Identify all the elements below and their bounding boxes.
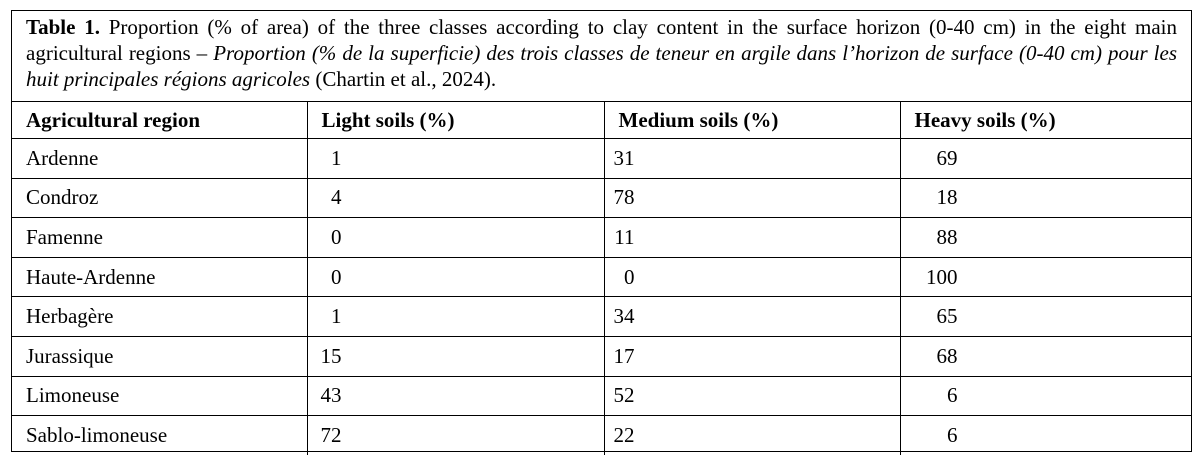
table-caption	[12, 11, 1191, 102]
cell-medium	[604, 416, 900, 455]
cell-light-value: 1	[331, 145, 342, 170]
table-row	[12, 139, 1191, 179]
cell-heavy	[900, 257, 1191, 297]
header-heavy: Heavy soils (%)	[900, 102, 1191, 139]
table-frame	[11, 10, 1192, 452]
table-row	[12, 376, 1191, 416]
cell-heavy	[900, 218, 1191, 258]
cell-medium-value: 11	[614, 224, 635, 249]
table-row	[12, 257, 1191, 297]
cell-heavy-value: 68	[936, 343, 958, 368]
cell-heavy	[900, 336, 1191, 376]
cell-light	[307, 139, 604, 179]
cell-region: Jurassique	[12, 336, 307, 376]
cell-light	[307, 376, 604, 416]
cell-medium-value: 17	[613, 343, 635, 368]
cell-light-value: 0	[331, 224, 342, 249]
cell-medium-value: 78	[613, 185, 635, 210]
cell-light	[307, 178, 604, 218]
table-row	[12, 178, 1191, 218]
cell-medium	[604, 257, 900, 297]
table-row	[12, 336, 1191, 376]
cell-region: Ardenne	[12, 139, 307, 179]
cell-medium	[604, 297, 900, 337]
cell-heavy-value: 6	[947, 383, 958, 408]
table-row	[12, 218, 1191, 258]
cell-light-value: 1	[331, 304, 342, 329]
cell-light	[307, 297, 604, 337]
cell-medium	[604, 336, 900, 376]
cell-heavy	[900, 178, 1191, 218]
header-light: Light soils (%)	[307, 102, 604, 139]
cell-medium	[604, 376, 900, 416]
cell-light-value: 15	[320, 343, 342, 368]
cell-medium-value: 0	[624, 264, 635, 289]
cell-region: Limoneuse	[12, 376, 307, 416]
cell-heavy-value: 18	[936, 185, 958, 210]
cell-heavy	[900, 376, 1191, 416]
cell-medium	[604, 178, 900, 218]
table-row	[12, 297, 1191, 337]
cell-light-value: 4	[331, 185, 342, 210]
cell-heavy-value: 6	[947, 422, 958, 447]
cell-region: Famenne	[12, 218, 307, 258]
cell-region: Condroz	[12, 178, 307, 218]
cell-medium	[604, 139, 900, 179]
table-row	[12, 416, 1191, 455]
cell-region: Herbagère	[12, 297, 307, 337]
header-row	[12, 102, 1191, 139]
cell-medium-value: 34	[613, 304, 635, 329]
cell-medium-value: 52	[613, 383, 635, 408]
cell-heavy-value: 69	[936, 145, 958, 170]
caption-citation: (Chartin et al., 2024).	[310, 67, 497, 91]
cell-heavy	[900, 416, 1191, 455]
cell-heavy	[900, 139, 1191, 179]
cell-heavy	[900, 297, 1191, 337]
cell-light	[307, 416, 604, 455]
header-region: Agricultural region	[12, 102, 307, 139]
cell-medium-value: 31	[613, 145, 635, 170]
cell-medium-value: 22	[613, 422, 635, 447]
cell-light-value: 0	[331, 264, 342, 289]
data-table	[12, 102, 1191, 455]
cell-light-value: 43	[320, 383, 342, 408]
cell-heavy-value: 88	[936, 224, 958, 249]
table-body	[12, 139, 1191, 455]
cell-region: Haute-Ardenne	[12, 257, 307, 297]
caption-text-en: Proportion (% of area) of the three classes according to clay content in the surface horizon (0-40 cm) in the eight main agricultural regions –	[26, 15, 1178, 65]
cell-light	[307, 218, 604, 258]
cell-heavy-value: 65	[936, 304, 958, 329]
cell-medium	[604, 218, 900, 258]
cell-light	[307, 257, 604, 297]
cell-heavy-value: 100	[926, 264, 958, 289]
cell-light-value: 72	[320, 422, 342, 447]
cell-region: Sablo-limoneuse	[12, 416, 307, 455]
cell-light	[307, 336, 604, 376]
caption-text-fr: Proportion (% de la superficie) des trois classes de teneur en argile dans l’horizon de surface (0-40 cm) pour les huit principales régions agricoles	[26, 41, 1178, 91]
header-medium: Medium soils (%)	[604, 102, 900, 139]
caption-label: Table 1.	[26, 15, 100, 39]
